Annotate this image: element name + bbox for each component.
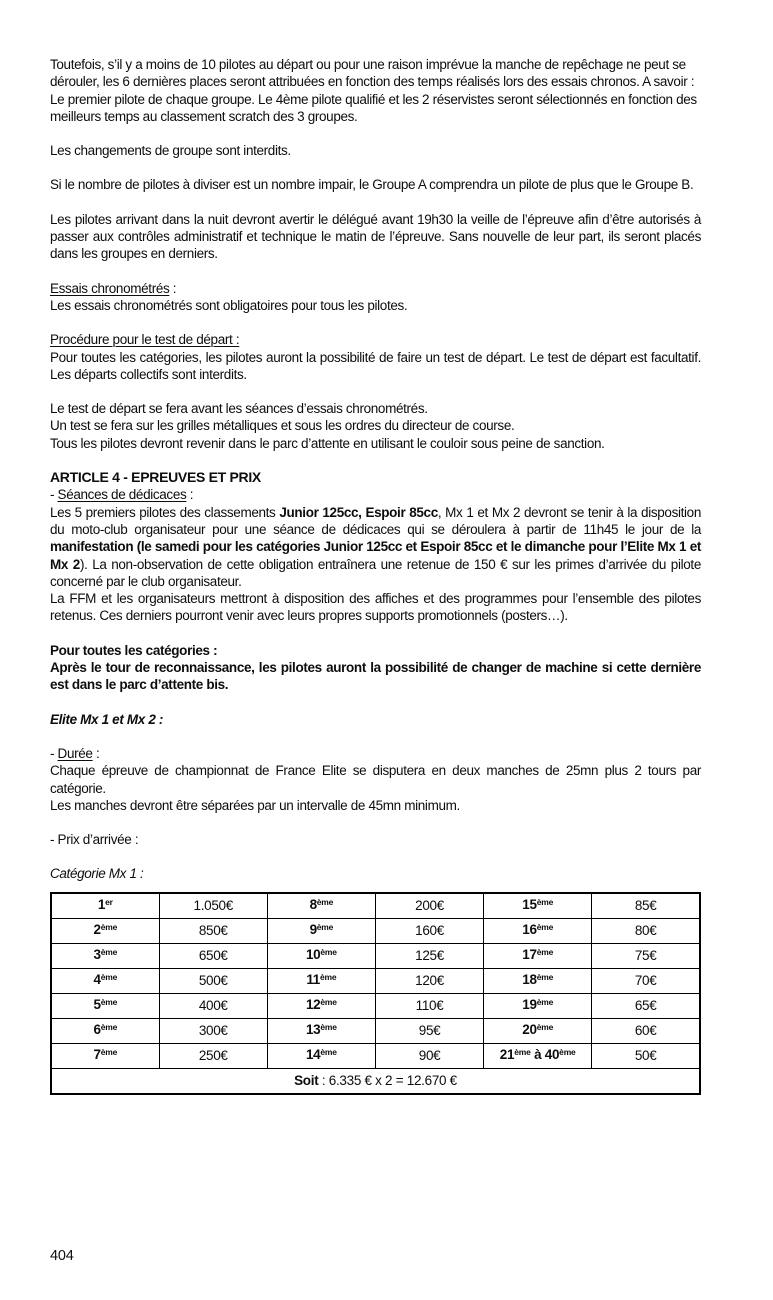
prize-cell: 65€ [592, 993, 700, 1018]
rank-cell: 1er [51, 893, 159, 919]
dedicaces-seg-2: Junior 125cc, Espoir 85cc [279, 504, 438, 520]
paragraph-repechage: Toutefois, s’il y a moins de 10 pilotes au départ ou pour une raison imprévue la manche de repêchage ne peut se dérouler, les 6 dernières places seront attribuées en fonction des temps réalisés lors des essais chronos. A savoir : Le premier pilote de chaque groupe. Le 4ème pilote qualifié et les 2 réservistes seront sélectionnés en fonction des meilleurs temps au classement scratch des 3 groupes. [50, 57, 697, 124]
heading-essais-text: Essais chronométrés [50, 280, 170, 296]
paragraph-dedicaces [50, 504, 701, 590]
table-row [51, 993, 700, 1018]
heading-duree [50, 745, 701, 762]
heading-duree-text: Durée [57, 745, 93, 761]
dedicaces-seg-1: Les 5 premiers pilotes des classements [50, 504, 280, 520]
rank-cell: 14ème [267, 1043, 375, 1068]
rank-cell: 17ème [484, 943, 592, 968]
heading-procedure-text: Procédure pour le test de départ : [50, 332, 240, 348]
rank-cell: 2ème [51, 918, 159, 943]
prize-cell: 125€ [375, 943, 483, 968]
prize-cell: 75€ [592, 943, 700, 968]
table-row [51, 1018, 700, 1043]
rank-cell: 13ème [267, 1018, 375, 1043]
heading-prix-arrivee: - Prix d’arrivée : [50, 832, 139, 848]
prize-cell: 50€ [592, 1043, 700, 1068]
paragraph-arrivee-nuit: Les pilotes arrivant dans la nuit devront avertir le délégué avant 19h30 la veille de l’épreuve afin d’être autorisés à passer aux contrôles administratif et technique le matin de l’épreuve. Sans nouvelle de leur part, ils seront placés dans les groupes en derniers. [50, 211, 701, 262]
paragraph-procedure-body: Pour toutes les catégories, les pilotes auront la possibilité de faire un test de départ. Le test de départ est facultatif. Les départs collectifs sont interdits. [50, 349, 701, 382]
prize-cell: 500€ [159, 968, 267, 993]
rank-cell: 5ème [51, 993, 159, 1018]
paragraph-essais-body: Les essais chronométrés sont obligatoires pour tous les pilotes. [50, 297, 408, 313]
dedicaces-seg-4: manifestation (le samedi pour les catégories Junior 125cc et Espoir 85cc et le dimanche pour l’Elite Mx 1 et Mx 2 [50, 539, 701, 572]
heading-categorie-mx1: Catégorie Mx 1 : [50, 866, 144, 882]
heading-essais-chronometres [50, 280, 701, 297]
table-total-row [51, 1068, 700, 1094]
paragraph-changements: Les changements de groupe sont interdits. [50, 143, 291, 159]
prize-cell: 250€ [159, 1043, 267, 1068]
heading-elite-mx: Elite Mx 1 et Mx 2 : [50, 711, 164, 727]
prize-cell: 80€ [592, 918, 700, 943]
prize-cell: 85€ [592, 893, 700, 919]
heading-duree-colon: : [92, 745, 100, 761]
rank-cell: 15ème [484, 893, 592, 919]
rank-cell: 18ème [484, 968, 592, 993]
heading-seances-dedicaces [50, 486, 701, 503]
rank-cell: 19ème [484, 993, 592, 1018]
dedicaces-seg-3: , Mx 1 et Mx 2 devront se tenir à la disposition du moto-club organisateur pour une séance de dédicaces qui se déroulera à partir de 11h45 le jour de la [50, 504, 701, 537]
paragraph-duree-manches: Chaque épreuve de championnat de France Elite se disputera en deux manches de 25mn plus 2 tours par catégorie. [50, 763, 701, 796]
prize-cell: 160€ [375, 918, 483, 943]
rank-cell: 11ème [267, 968, 375, 993]
rank-cell: 8ème [267, 893, 375, 919]
table-row [51, 968, 700, 993]
prize-cell: 70€ [592, 968, 700, 993]
paragraph-test-1: Le test de départ se fera avant les séances d’essais chronométrés. [50, 401, 428, 417]
rank-cell: 9ème [267, 918, 375, 943]
prize-cell: 650€ [159, 943, 267, 968]
article4-title: ARTICLE 4 - EPREUVES ET PRIX [50, 469, 261, 486]
rank-cell: 7ème [51, 1043, 159, 1068]
table-row [51, 943, 700, 968]
rank-cell: 3ème [51, 943, 159, 968]
prize-cell: 110€ [375, 993, 483, 1018]
paragraph-test-3: Tous les pilotes devront revenir dans le parc d’attente en utilisant le couloir sous peine de sanction. [50, 435, 605, 451]
prize-cell: 90€ [375, 1043, 483, 1068]
table-row [51, 893, 700, 919]
heading-dedicaces-text: Séances de dédicaces [57, 487, 187, 503]
paragraph-changement-machine: Après le tour de reconnaissance, les pilotes auront la possibilité de changer de machine si cette dernière est dans le parc d’attente bis. [50, 660, 701, 693]
prize-cell: 300€ [159, 1018, 267, 1043]
prize-cell: 95€ [375, 1018, 483, 1043]
rank-cell: 6ème [51, 1018, 159, 1043]
heading-dedicaces-dash: - [50, 487, 58, 503]
prize-cell: 850€ [159, 918, 267, 943]
rank-cell: 16ème [484, 918, 592, 943]
rank-cell: 12ème [267, 993, 375, 1018]
rank-cell: 10ème [267, 943, 375, 968]
heading-procedure-depart [50, 331, 701, 348]
prize-cell: 1.050€ [159, 893, 267, 919]
prize-cell: 200€ [375, 893, 483, 919]
rank-cell-range: 21ème à 40ème [484, 1043, 592, 1068]
paragraph-nombre-impair: Si le nombre de pilotes à diviser est un nombre impair, le Groupe A comprendra un pilote de plus que le Groupe B. [50, 177, 694, 193]
heading-essais-colon: : [169, 280, 177, 296]
paragraph-test-2: Un test se fera sur les grilles métalliques et sous les ordres du directeur de course. [50, 418, 515, 434]
total-label: Soit [294, 1073, 319, 1089]
total-value: : 6.335 € x 2 = 12.670 € [318, 1073, 457, 1089]
prize-table [50, 892, 701, 1095]
paragraph-ffm-affiches: La FFM et les organisateurs mettront à disposition des affiches et des programmes pour l’ensemble des pilotes retenus. Ces derniers pourront venir avec leurs propres supports promotionnels (posters…). [50, 591, 701, 624]
prize-cell: 120€ [375, 968, 483, 993]
prize-cell: 60€ [592, 1018, 700, 1043]
dedicaces-seg-5: ). La non-observation de cette obligation entraînera une retenue de 150 € sur les primes d’arrivée du pilote concerné par le club organisateur. [50, 556, 701, 589]
paragraph-duree-intervalle: Les manches devront être séparées par un intervalle de 45mn minimum. [50, 797, 460, 813]
table-row [51, 918, 700, 943]
rank-cell: 4ème [51, 968, 159, 993]
heading-duree-dash: - [50, 745, 58, 761]
heading-toutes-categories: Pour toutes les catégories : [50, 642, 218, 658]
table-row [51, 1043, 700, 1068]
page-number: 404 [50, 1248, 74, 1264]
prize-cell: 400€ [159, 993, 267, 1018]
heading-dedicaces-colon: : [186, 487, 194, 503]
total-cell [51, 1068, 700, 1094]
rank-cell: 20ème [484, 1018, 592, 1043]
